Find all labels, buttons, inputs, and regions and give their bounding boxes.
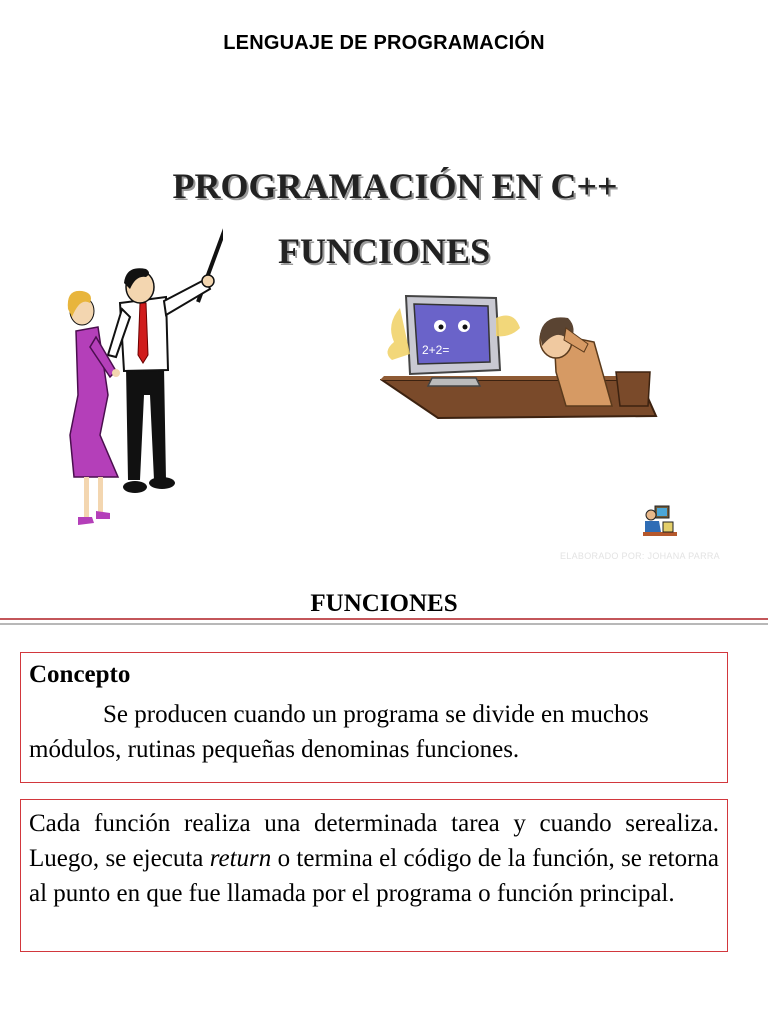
divider-line-secondary bbox=[0, 623, 768, 625]
detail-text bbox=[29, 806, 719, 911]
section-heading: FUNCIONES bbox=[310, 590, 458, 617]
computer-screen-text: 2+2= bbox=[422, 343, 450, 357]
author-credit: ELABORADO POR: JOHANA PARRA bbox=[560, 551, 720, 561]
detail-text-part2: o termina el código de la función, se retorna al punto en que fue llamada por el programa o función principal. bbox=[29, 845, 720, 907]
detail-text-part1: Cada función realiza una determinada tarea y cuando serealiza. Luego, se ejecuta bbox=[29, 810, 719, 872]
concept-box bbox=[20, 652, 728, 783]
slide-subtitle: FUNCIONES bbox=[277, 231, 491, 271]
confused-computer-clipart-icon bbox=[380, 288, 660, 423]
concept-title: Concepto bbox=[29, 661, 131, 688]
divider-line bbox=[0, 618, 768, 620]
user-at-computer-icon bbox=[641, 502, 679, 540]
document-header-title: LENGUAJE DE PROGRAMACIÓN bbox=[223, 32, 545, 54]
return-keyword: return bbox=[209, 845, 272, 872]
slide-title: PROGRAMACIÓN EN C++ bbox=[172, 166, 618, 206]
presenter-clipart-icon bbox=[48, 205, 223, 535]
concept-text: Se producen cuando un programa se divide en muchos módulos, rutinas pequeñas denominas funciones. bbox=[29, 701, 649, 763]
detail-box bbox=[20, 799, 728, 952]
